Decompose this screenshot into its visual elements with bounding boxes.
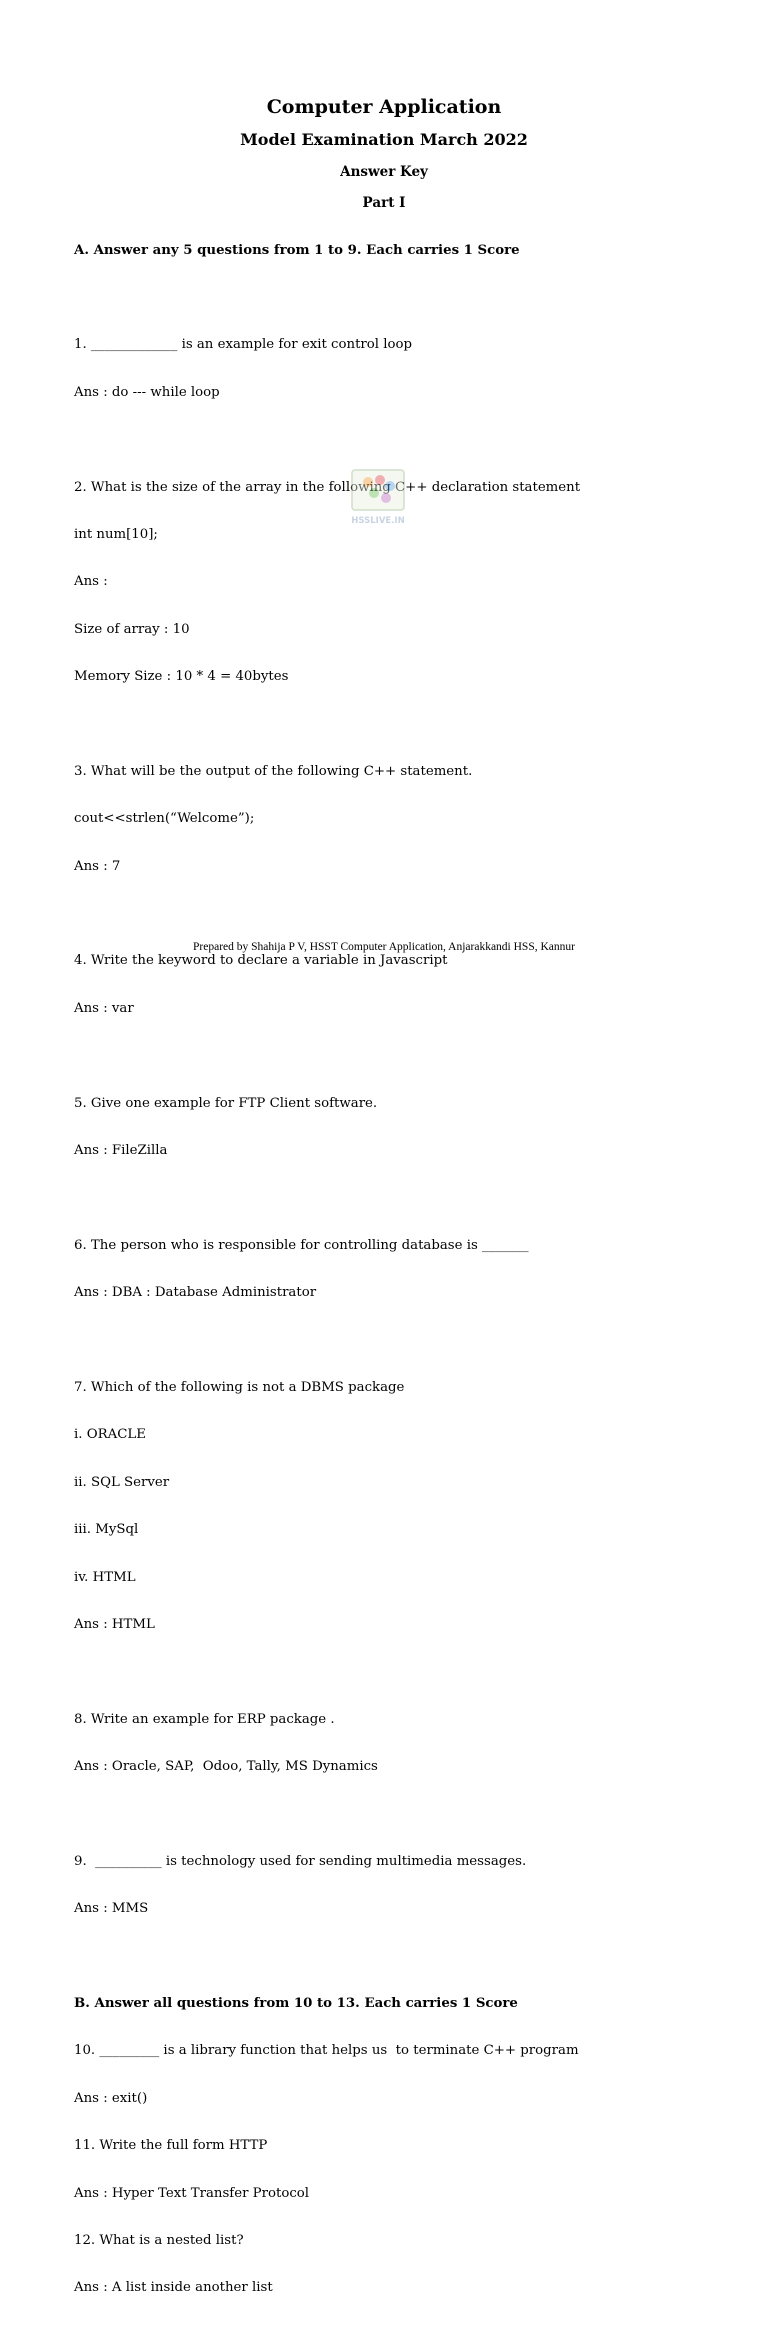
question-8: 8. Write an example for ERP package . xyxy=(74,1711,335,1727)
question-2: 2. What is the size of the array in the following C++ declaration statement xyxy=(74,479,581,495)
document-title: Computer Application xyxy=(266,96,502,118)
answer-7: Ans : HTML xyxy=(74,1616,155,1632)
section-a-heading: A. Answer any 5 questions from 1 to 9. Each carries 1 Score xyxy=(74,242,520,258)
question-6: 6. The person who is responsible for controlling database is _______ xyxy=(74,1237,529,1253)
question-5: 5. Give one example for FTP Client software. xyxy=(74,1095,378,1111)
answer-6: Ans : DBA : Database Administrator xyxy=(74,1285,317,1301)
question-11: 11. Write the full form HTTP xyxy=(74,2138,268,2154)
question-3: 3. What will be the output of the following C++ statement. xyxy=(74,763,473,779)
question-7: 7. Which of the following is not a DBMS package xyxy=(74,1379,405,1395)
question-12: 12. What is a nested list? xyxy=(74,2233,244,2248)
option-7-iii: iii. MySql xyxy=(74,1522,139,1538)
answer-2: Ans : xyxy=(74,574,108,590)
question-2-code: int num[10]; xyxy=(74,526,158,542)
question-10: 10. _________ is a library function that helps us to terminate C++ program xyxy=(74,2043,579,2059)
answer-11: Ans : Hyper Text Transfer Protocol xyxy=(74,2185,310,2201)
answer-1: Ans : do --- while loop xyxy=(74,384,220,400)
question-3-code: cout<<strlen(“Welcome”); xyxy=(74,811,255,827)
question-9: 9. __________ is technology used for sending multimedia messages. xyxy=(74,1853,527,1869)
answer-9: Ans : MMS xyxy=(74,1901,149,1917)
answer-2-memory: Memory Size : 10 * 4 = 40bytes xyxy=(74,669,289,685)
section-b-heading: B. Answer all questions from 10 to 13. Each carries 1 Score xyxy=(74,1996,518,2012)
question-4: 4. Write the keyword to declare a variable in Javascript xyxy=(74,953,448,969)
answer-3: Ans : 7 xyxy=(74,858,121,874)
watermark-text: HSSLIVE.IN xyxy=(351,516,405,526)
document-subtitle: Model Examination March 2022 xyxy=(240,130,528,149)
answer-12: Ans : A list inside another list xyxy=(74,2280,273,2296)
option-7-iv: iv. HTML xyxy=(74,1569,136,1585)
answer-8: Ans : Oracle, SAP, Odoo, Tally, MS Dynamics xyxy=(74,1759,378,1775)
answer-key-heading: Answer Key xyxy=(340,164,428,180)
footer-credit: Prepared by Shahija P V, HSST Computer Application, Anjarakkandi HSS, Kannur xyxy=(193,941,575,953)
answer-5: Ans : FileZilla xyxy=(74,1143,168,1159)
option-7-i: i. ORACLE xyxy=(74,1427,146,1443)
answer-10: Ans : exit() xyxy=(74,2090,148,2106)
option-7-ii: ii. SQL Server xyxy=(74,1474,170,1490)
document-body xyxy=(74,211,714,2328)
hsslive-watermark-logo xyxy=(346,466,410,528)
answer-2-size: Size of array : 10 xyxy=(74,621,190,637)
answer-4: Ans : var xyxy=(74,1000,134,1016)
question-1: 1. _____________ is an example for exit control loop xyxy=(74,337,413,353)
part-heading: Part I xyxy=(362,195,406,211)
